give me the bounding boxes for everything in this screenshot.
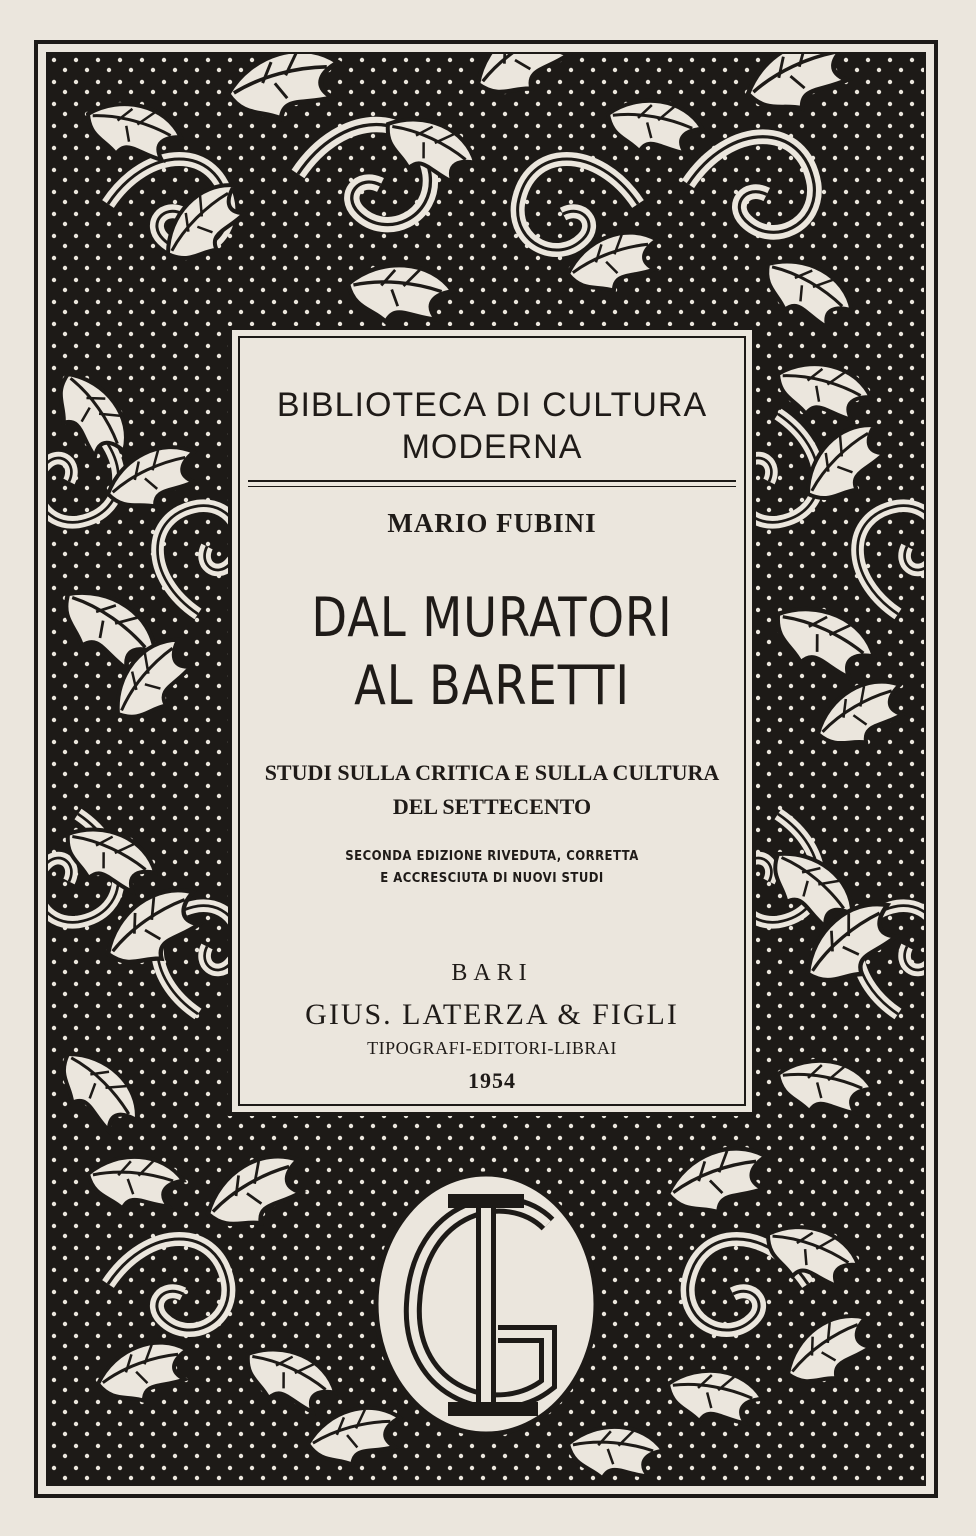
title-line: AL BARETTI bbox=[354, 654, 630, 717]
author-name: MARIO FUBINI bbox=[387, 508, 597, 538]
publication-city: BARI bbox=[451, 960, 533, 986]
book-subtitle bbox=[240, 756, 744, 824]
edition-note bbox=[265, 846, 719, 890]
title-panel bbox=[238, 336, 746, 1106]
title-line: DAL MURATORI bbox=[311, 586, 673, 649]
series-line: BIBLIOTECA DI CULTURA bbox=[276, 386, 708, 424]
edition-line: SECONDA EDIZIONE RIVEDUTA, CORRETTA bbox=[345, 849, 639, 864]
subtitle-line: DEL SETTECENTO bbox=[392, 794, 592, 819]
gl-monogram-icon bbox=[376, 1174, 596, 1434]
book-title bbox=[275, 584, 708, 720]
subtitle-line: STUDI SULLA CRITICA E SULLA CULTURA bbox=[264, 760, 720, 785]
edition-line: E ACCRESCIUTA DI NUOVI STUDI bbox=[380, 871, 604, 886]
series-name bbox=[240, 384, 744, 468]
publication-year: 1954 bbox=[468, 1068, 516, 1093]
series-line: MODERNA bbox=[401, 428, 583, 466]
divider bbox=[248, 480, 736, 482]
divider bbox=[248, 486, 736, 487]
publisher-name: GIUS. LATERZA & FIGLI bbox=[305, 998, 679, 1031]
publisher-trade: TIPOGRAFI-EDITORI-LIBRAI bbox=[367, 1038, 617, 1058]
